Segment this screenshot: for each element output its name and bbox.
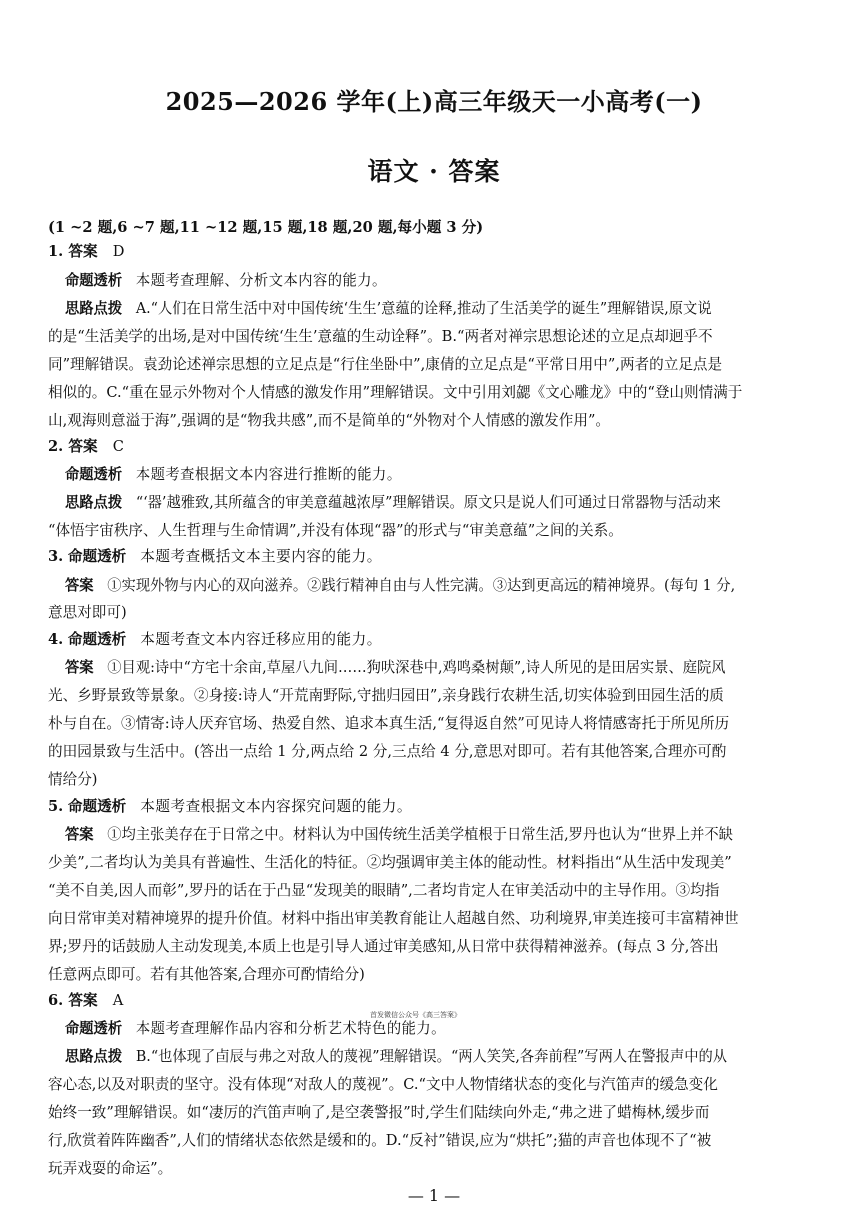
q2-hint-line: 思路点拨 “‘器’越雅致,其所蕴含的审美意蕴越浓厚”理解错误。原文只是说人们可通过日常器物与活动来 — [65, 494, 721, 511]
exam-title: 2025—2026 学年(上)高三年级天一小高考(一) — [165, 87, 703, 116]
q6-hint-line: 行,欣赏着阵阵幽香”,人们的情绪状态依然是缓和的。D.“反衬”错误,应为“烘托”;猫的声音也体现不了“被 — [48, 1132, 712, 1149]
q6-hint-line: 思路点拨 B.“也体现了卣辰与弗之对敌人的蔑视”理解错误。“两人笑笑,各奔前程”写两人在警报声中的从 — [65, 1048, 728, 1065]
q4-answer-line: 答案 ①目观:诗中“方宅十余亩,草屋八九间……狗吠深巷中,鸡鸣桑树颠”,诗人所见的是田居实景、庭院风 — [65, 659, 726, 676]
q1-intent: 命题透析 本题考查理解、分析文本内容的能力。 — [65, 272, 387, 289]
q5-answer-line: 答案 ①均主张美存在于日常之中。材料认为中国传统生活美学植根于日常生活,罗丹也认为“世界上并不缺 — [65, 826, 733, 843]
q6-hint-line: 容心态,以及对职责的坚守。没有体现“对敌人的蔑视”。C.“文中人物情绪状态的变化与汽笛声的缓急变化 — [48, 1076, 718, 1093]
q2-hint-line: “体悟宇宙秩序、人生哲理与生命情调”,并没有体现“器”的形式与“审美意蕴”之间的关系。 — [48, 522, 623, 539]
q1-header: 1. 答案 D — [48, 243, 125, 260]
q6-intent: 命题透析 本题考查理解作品内容和分析艺术特色的能力。 — [65, 1020, 446, 1037]
q3-answer-line: 答案 ①实现外物与内心的双向滋养。②践行精神自由与人性完满。③达到更高远的精神境界。(每句 1 分, — [65, 577, 736, 594]
q1-hint-line: 的是“生活美学的出场,是对中国传统‘生生’意蕴的生动诠释”。B.“两者对禅宗思想论述的立足点却迥乎不 — [48, 328, 713, 345]
subject-title: 语文 · 答案 — [367, 157, 501, 186]
q4-answer-line: 光、乡野景致等景象。②身接:诗人“开荒南野际,守拙归园田”,亲身践行农耕生活,切实体验到田园生活的质 — [48, 687, 724, 704]
q6-hint-line: 玩弄戏耍的命运”。 — [48, 1160, 173, 1177]
q2-header: 2. 答案 C — [48, 438, 124, 455]
scoring-note: (1 ~2 题,6 ~7 题,11 ~12 题,15 题,18 题,20 题,每小题 3 分) — [48, 219, 484, 236]
q5-answer-line: 任意两点即可。若有其他答案,合理亦可酌情给分) — [48, 966, 365, 983]
q6-hint-line: 始终一致”理解错误。如“凄厉的汽笛声响了,是空袭警报”时,学生们陆续向外走,“弗之进了蜡梅林,缓步而 — [48, 1104, 710, 1121]
watermark: 首发微信公众号《高三答案》 — [370, 1011, 461, 1019]
q1-hint-line: 思路点拨 A.“人们在日常生活中对中国传统‘生生’意蕴的诠释,推动了生活美学的诞生”理解错误,原文说 — [65, 300, 712, 317]
q5-intent: 5. 命题透析 本题考查根据文本内容探究问题的能力。 — [48, 798, 412, 815]
q4-answer-line: 情给分) — [48, 771, 98, 788]
q6-header: 6. 答案 A — [48, 992, 124, 1009]
q4-intent: 4. 命题透析 本题考查文本内容迁移应用的能力。 — [48, 631, 382, 648]
q5-answer-line: 向日常审美对精神境界的提升价值。材料中指出审美教育能让人超越自然、功利境界,审美连接可丰富精神世 — [48, 910, 739, 927]
q5-answer-line: 少美”,二者均认为美具有普遍性、生活化的特征。②均强调审美主体的能动性。材料指出“从生活中发现美” — [48, 854, 732, 871]
q3-answer-line: 意思对即可) — [48, 604, 127, 621]
q4-answer-line: 的田园景致与生活中。(答出一点给 1 分,两点给 2 分,三点给 4 分,意思对即可。若有其他答案,合理亦可酌 — [48, 743, 727, 760]
q1-hint-line: 同”理解错误。袁劲论述禅宗思想的立足点是“行住坐卧中”,康倩的立足点是“平常日用中”,两者的立足点是 — [48, 356, 723, 373]
q1-hint-line: 相似的。C.“重在显示外物对个人情感的激发作用”理解错误。文中引用刘勰《文心雕龙》中的“登山则情满于 — [48, 384, 743, 401]
page-number: — 1 — — [407, 1186, 461, 1205]
q2-intent: 命题透析 本题考查根据文本内容进行推断的能力。 — [65, 466, 402, 483]
q5-answer-line: “美不自美,因人而彰”,罗丹的话在于凸显“发现美的眼睛”,二者均肯定人在审美活动中的主导作用。③均指 — [48, 882, 720, 899]
q4-answer-line: 朴与自在。③情寄:诗人厌弃官场、热爱自然、追求本真生活,“复得返自然”可见诗人将情感寄托于所见所历 — [48, 715, 730, 732]
q1-hint-line: 山,观海则意溢于海”,强调的是“物我共感”,而不是简单的“外物对个人情感的激发作用”。 — [48, 412, 611, 429]
q3-intent: 3. 命题透析 本题考查概括文本主要内容的能力。 — [48, 548, 382, 565]
q5-answer-line: 界;罗丹的话鼓励人主动发现美,本质上也是引导人通过审美感知,从日常中获得精神滋养。(每点 3 分,答出 — [48, 938, 719, 955]
